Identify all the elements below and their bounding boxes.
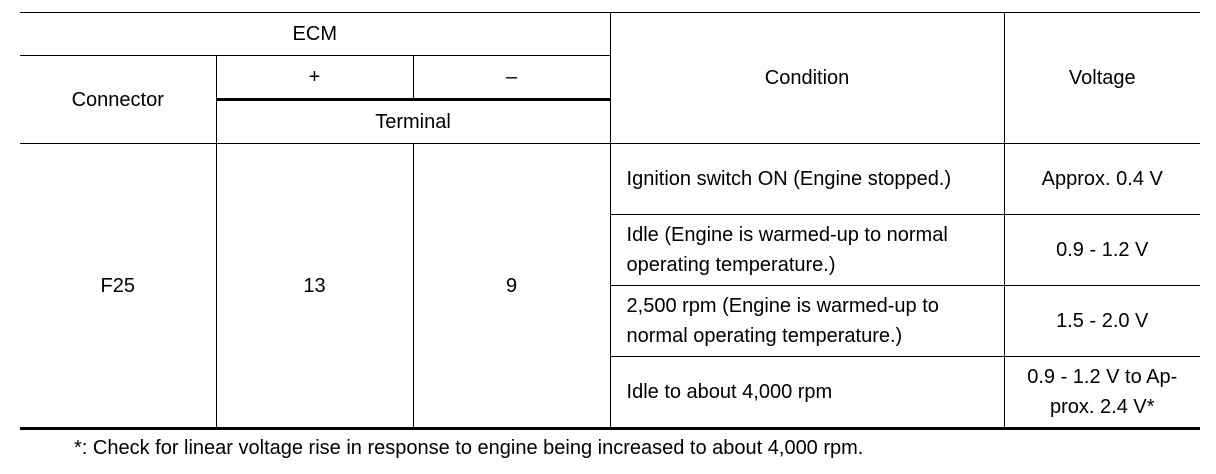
- header-minus: –: [413, 56, 610, 100]
- minus-terminal-cell: 9: [413, 144, 610, 428]
- voltage-spec-table: [20, 12, 1200, 428]
- header-ecm: ECM: [20, 13, 610, 56]
- voltage-cell: 1.5 - 2.0 V: [1004, 286, 1200, 357]
- header-voltage: Voltage: [1004, 13, 1200, 144]
- table-row: [20, 144, 1200, 215]
- header-condition: Condition: [610, 13, 1004, 144]
- table-bottom-rule: [20, 427, 1200, 430]
- condition-cell: 2,500 rpm (Engine is warmed-up to normal operating temperature.): [610, 286, 1004, 357]
- condition-cell: Idle to about 4,000 rpm: [610, 357, 1004, 428]
- footnote: *: Check for linear voltage rise in response to engine being increased to about 4,000 rpm.: [74, 437, 864, 459]
- header-plus: +: [216, 56, 413, 100]
- plus-terminal-cell: 13: [216, 144, 413, 428]
- voltage-cell: 0.9 - 1.2 V: [1004, 215, 1200, 286]
- condition-cell: Idle (Engine is warmed-up to normal operating temperature.): [610, 215, 1004, 286]
- condition-cell: Ignition switch ON (Engine stopped.): [610, 144, 1004, 215]
- voltage-cell: Approx. 0.4 V: [1004, 144, 1200, 215]
- header-terminal: Terminal: [216, 100, 610, 144]
- voltage-cell: 0.9 - 1.2 V to Ap- prox. 2.4 V*: [1004, 357, 1200, 428]
- connector-cell: F25: [20, 144, 216, 428]
- header-connector: Connector: [20, 56, 216, 144]
